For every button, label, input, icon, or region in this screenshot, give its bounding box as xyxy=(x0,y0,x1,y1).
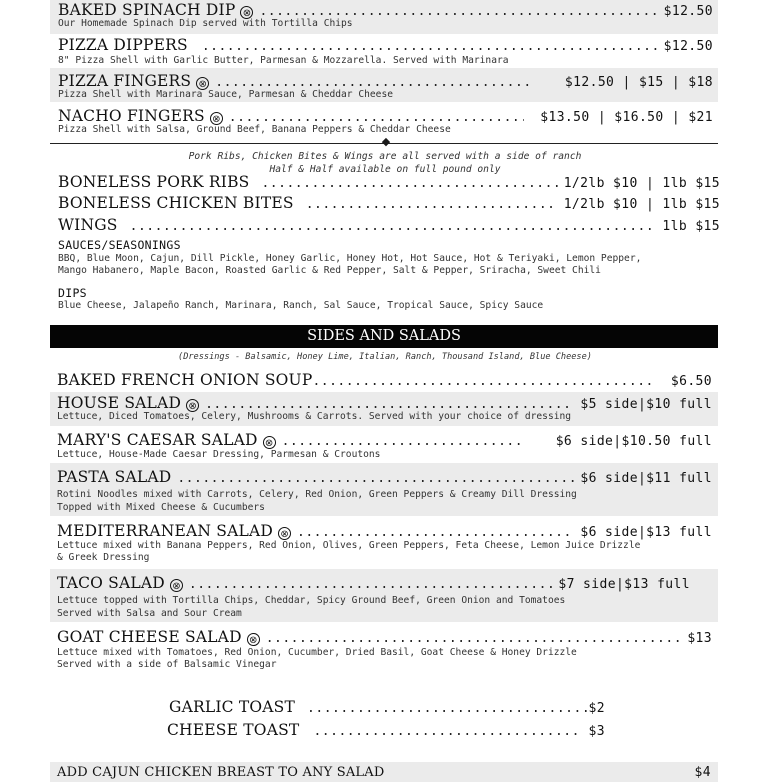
item-price: $6 side|$11 full xyxy=(580,471,712,486)
divider-diamond-icon: ◆ xyxy=(381,135,391,148)
dips-line1: Blue Cheese, Jalapeño Ranch, Marinara, Ranch, Sal Sauce, Tropical Sauce, Spicy Sauce xyxy=(58,300,544,311)
item-price: $12.50 xyxy=(663,4,713,19)
item-price: 1/2lb $10 | 1lb $15 xyxy=(563,197,720,212)
item-price: $7 side|$13 full xyxy=(558,577,690,592)
item-name: PIZZA DIPPERS xyxy=(58,36,188,54)
menu-item-wings xyxy=(58,216,720,234)
item-description-2: & Greek Dressing xyxy=(57,552,150,563)
item-name: CHEESE TOAST xyxy=(167,721,300,739)
item-description: 8" Pizza Shell with Garlic Butter, Parmesan & Mozzarella. Served with Marinara xyxy=(58,55,509,66)
item-price: $6 side|$10.50 full xyxy=(555,434,712,449)
menu-item-cheese-toast xyxy=(167,721,605,739)
item-name: BAKED SPINACH DIP xyxy=(58,1,236,19)
dressings-note: (Dressings - Balsamic, Honey Lime, Italian, Ranch, Thousand Island, Blue Cheese) xyxy=(178,352,592,362)
gluten-free-icon: ⊗ xyxy=(247,633,260,646)
sides-and-salads-banner: SIDES AND SALADS xyxy=(50,325,718,348)
item-description-2: Served with a side of Balsamic Vinegar xyxy=(57,659,277,670)
menu-item-goat-cheese-salad xyxy=(57,627,712,646)
item-name: PASTA SALAD xyxy=(57,468,172,486)
item-name: TACO SALAD xyxy=(57,574,165,592)
item-price: $12.50 xyxy=(663,39,713,54)
dips-heading: DIPS xyxy=(58,286,87,300)
wings-note-line2: Half & Half available on full pound only xyxy=(269,164,501,175)
item-name: PIZZA FINGERS xyxy=(58,72,192,90)
item-name: GOAT CHEESE SALAD xyxy=(57,628,242,646)
sauces-line2: Mango Habanero, Maple Bacon, Roasted Garlic & Red Pepper, Salt & Pepper, Sriracha, Sweet Chili xyxy=(58,265,601,276)
item-description: Lettuce mixed with Tomatoes, Red Onion, Cucumber, Dried Basil, Goat Cheese & Honey Drizzle xyxy=(57,647,577,658)
item-name: NACHO FINGERS xyxy=(58,107,205,125)
item-name: WINGS xyxy=(58,216,118,234)
item-description: Lettuce topped with Tortilla Chips, Cheddar, Spicy Ground Beef, Green Onion and Tomatoes xyxy=(57,595,566,606)
item-price: $5 side|$10 full xyxy=(580,397,712,412)
item-price: $13 xyxy=(687,631,712,646)
menu-item-mediterranean-salad xyxy=(57,521,712,540)
sauces-heading: SAUCES/SEASONINGS xyxy=(58,238,181,252)
item-name: ADD CAJUN CHICKEN BREAST TO ANY SALAD xyxy=(57,765,385,780)
wings-note-line1: Pork Ribs, Chicken Bites & Wings are all served with a side of ranch xyxy=(188,151,582,162)
item-price: $13.50 | $16.50 | $21 xyxy=(540,110,713,125)
item-price: $12.50 | $15 | $18 xyxy=(564,75,713,90)
gluten-free-icon: ⊗ xyxy=(210,112,223,125)
gluten-free-icon: ⊗ xyxy=(263,436,276,449)
item-description-2: Served with Salsa and Sour Cream xyxy=(57,608,242,619)
item-description: Rotini Noodles mixed with Carrots, Celery, Red Onion, Green Peppers & Creamy Dill Dressing xyxy=(57,489,577,500)
sauces-line1: BBQ, Blue Moon, Cajun, Dill Pickle, Honey Garlic, Honey Hot, Hot Sauce, Hot & Teriyaki, Lemon Pepper, xyxy=(58,253,642,264)
item-description: Lettuce, House-Made Caesar Dressing, Parmesan & Croutons xyxy=(57,449,381,460)
gluten-free-icon: ⊗ xyxy=(186,399,199,412)
menu-item-taco-salad xyxy=(57,573,690,592)
item-description: Lettuce mixed with Banana Peppers, Red Onion, Olives, Green Peppers, Feta Cheese, Lemon Juice Drizzle xyxy=(57,540,641,551)
gluten-free-icon: ⊗ xyxy=(278,527,291,540)
gluten-free-icon: ⊗ xyxy=(170,579,183,592)
item-name: HOUSE SALAD xyxy=(57,394,182,412)
menu-item-baked-french-onion-soup xyxy=(57,371,712,389)
menu-item-garlic-toast xyxy=(169,698,605,716)
gluten-free-icon: ⊗ xyxy=(240,6,253,19)
item-description: Lettuce, Diced Tomatoes, Celery, Mushrooms & Carrots. Served with your choice of dressing xyxy=(57,411,572,422)
item-price: $2 xyxy=(588,701,605,716)
item-name: MEDITERRANEAN SALAD xyxy=(57,522,274,540)
item-description: Our Homemade Spinach Dip served with Tortilla Chips xyxy=(58,18,353,29)
item-price: $6.50 xyxy=(670,374,712,389)
item-description: Pizza Shell with Salsa, Ground Beef, Banana Peppers & Cheddar Cheese xyxy=(58,124,451,135)
item-price: 1lb $15 xyxy=(662,219,720,234)
item-name: BAKED FRENCH ONION SOUP xyxy=(57,371,313,389)
menu-item-boneless-pork-ribs xyxy=(58,173,720,191)
item-price: 1/2lb $10 | 1lb $15 xyxy=(563,176,720,191)
item-description: Pizza Shell with Marinara Sauce, Parmesan & Cheddar Cheese xyxy=(58,89,394,100)
item-name: MARY'S CAESAR SALAD xyxy=(57,431,258,449)
item-description-2: Topped with Mixed Cheese & Cucumbers xyxy=(57,502,265,513)
menu-item-add-cajun-chicken xyxy=(57,765,711,780)
item-price: $4 xyxy=(694,765,711,780)
menu-item-boneless-chicken-bites xyxy=(58,194,720,212)
item-name: BONELESS PORK RIBS xyxy=(58,173,250,191)
menu-item-pizza-dippers xyxy=(58,36,713,54)
menu-item-pasta-salad xyxy=(57,468,712,486)
gluten-free-icon: ⊗ xyxy=(196,77,209,90)
item-name: GARLIC TOAST xyxy=(169,698,296,716)
item-price: $3 xyxy=(588,724,605,739)
item-price: $6 side|$13 full xyxy=(580,525,712,540)
item-name: BONELESS CHICKEN BITES xyxy=(58,194,294,212)
menu-item-marys-caesar-salad xyxy=(57,430,712,449)
